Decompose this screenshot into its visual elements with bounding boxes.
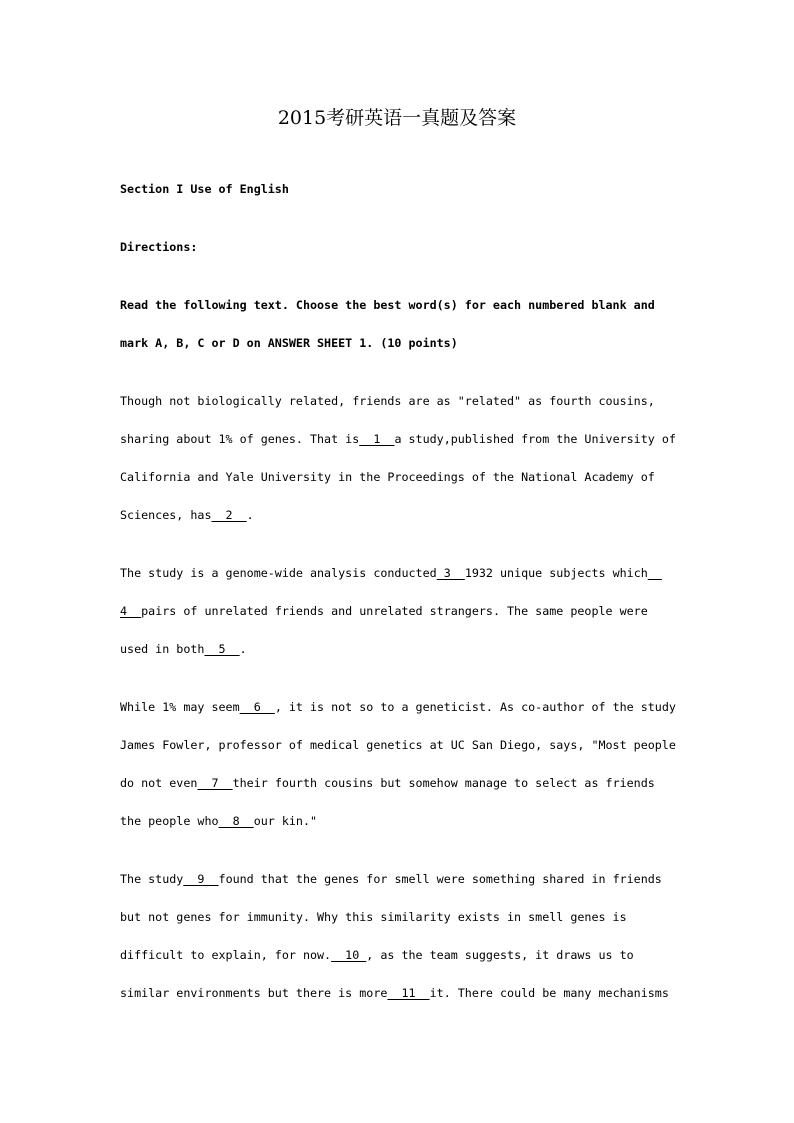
text-segment: used in both: [120, 642, 205, 656]
passage-line: [120, 565, 662, 581]
passage-line: [120, 431, 676, 447]
blank-3: 3: [436, 566, 465, 580]
blank-7: 7: [197, 776, 233, 790]
blank-5: 5: [204, 642, 240, 656]
passage-line: [120, 775, 655, 791]
text-segment: The study is a genome-wide analysis conducted: [120, 566, 437, 580]
text-segment: difficult to explain, for now.: [120, 948, 332, 962]
text-segment: a study,published from the University of: [394, 432, 676, 446]
blank-4: 4: [120, 604, 142, 618]
passage-line: [120, 641, 247, 657]
text-segment: Sciences, has: [120, 508, 212, 522]
instruction-line-2: mark A, B, C or D on ANSWER SHEET 1. (10 points): [120, 336, 458, 350]
blank-9: 9: [183, 872, 219, 886]
text-segment: , as the team suggests, it draws us to: [366, 948, 634, 962]
text-segment: sharing about 1% of genes. That is: [120, 432, 360, 446]
text-segment: 1932 unique subjects which: [464, 566, 648, 580]
text-segment: our kin.": [253, 814, 318, 828]
passage-line: [120, 947, 634, 963]
text-segment: similar environments but there is more: [120, 986, 388, 1000]
text-segment: pairs of unrelated friends and unrelated strangers. The same people were: [141, 604, 648, 618]
page-title: 2015考研英语一真题及答案: [277, 107, 517, 129]
passage-line: James Fowler, professor of medical genetics at UC San Diego, says, "Most people: [120, 738, 676, 752]
passage-line: but not genes for immunity. Why this similarity exists in smell genes is: [120, 910, 627, 924]
passage-line: [120, 813, 317, 829]
text-segment: .: [239, 642, 247, 656]
instruction-line-1: Read the following text. Choose the best word(s) for each numbered blank and: [120, 298, 655, 312]
blank-10: 10: [331, 948, 367, 962]
text-segment: their fourth cousins but somehow manage to select as friends: [232, 776, 655, 790]
text-segment: The study: [120, 872, 184, 886]
text-segment: While 1% may seem: [120, 700, 240, 714]
text-segment: it. There could be many mechanisms: [429, 986, 669, 1000]
text-segment: .: [246, 508, 254, 522]
blank-11: 11: [387, 986, 430, 1000]
section-heading: Section I Use of English: [120, 182, 289, 196]
passage-line: [120, 699, 676, 715]
blank-4-start: [648, 566, 662, 580]
text-segment: , it is not so to a geneticist. As co-author of the study: [274, 700, 676, 714]
blank-1: 1: [359, 432, 395, 446]
blank-2: 2: [211, 508, 247, 522]
passage-line: [120, 871, 662, 887]
text-segment: do not even: [120, 776, 198, 790]
text-segment: the people who: [120, 814, 219, 828]
blank-6: 6: [239, 700, 275, 714]
passage-line: [120, 985, 669, 1001]
text-segment: found that the genes for smell were something shared in friends: [218, 872, 662, 886]
blank-8: 8: [218, 814, 254, 828]
passage-line: [120, 507, 254, 523]
directions-label: Directions:: [120, 240, 198, 254]
passage-line: [120, 603, 648, 619]
passage-line: Though not biologically related, friends are as "related" as fourth cousins,: [120, 394, 655, 408]
passage-line: California and Yale University in the Proceedings of the National Academy of: [120, 470, 655, 484]
